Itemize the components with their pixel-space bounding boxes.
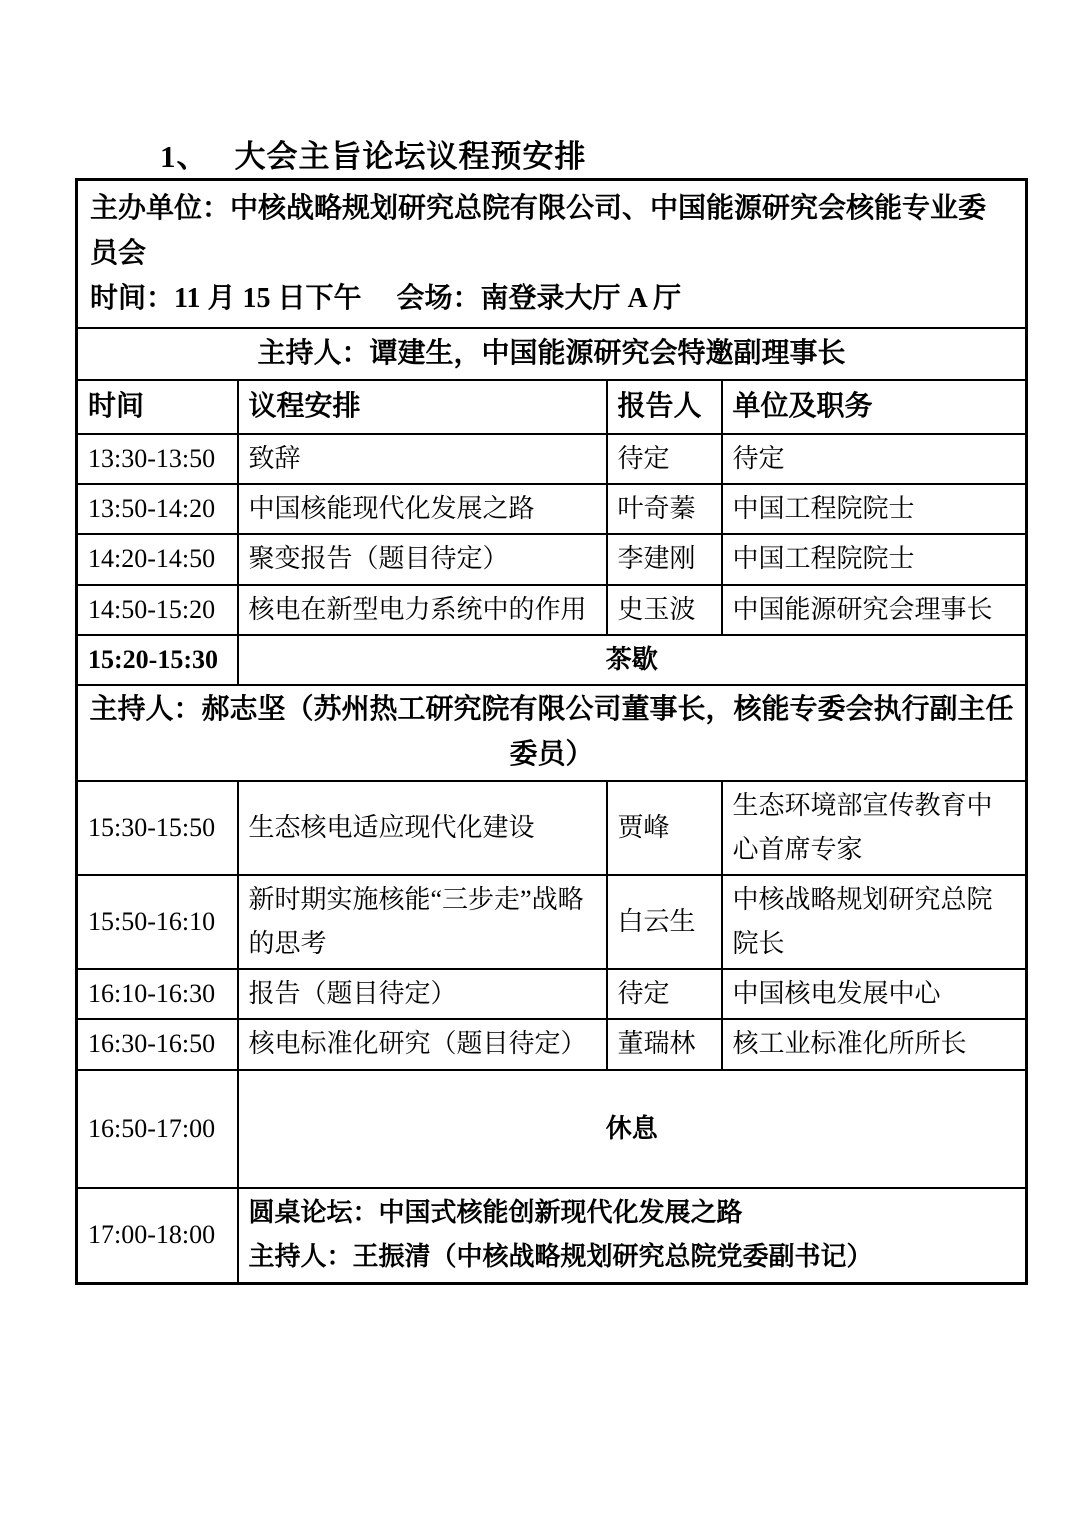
session-time: 16:10-16:30 (77, 969, 238, 1019)
table-row (77, 969, 1027, 1019)
organizer-line: 主办单位：中核战略规划研究总院有限公司、中国能源研究会核能专业委员会 (90, 193, 987, 269)
page-title (160, 131, 587, 176)
session-time: 16:30-16:50 (77, 1019, 238, 1069)
table-row-info (77, 180, 1027, 329)
agenda-table (75, 178, 1028, 1285)
table-row (77, 484, 1027, 534)
session-org: 中国工程院院士 (722, 484, 1027, 534)
header-topic: 议程安排 (238, 380, 607, 434)
session-time: 14:20-14:50 (77, 534, 238, 584)
session-topic: 生态核电适应现代化建设 (238, 781, 607, 875)
table-row-rest-break (77, 1070, 1027, 1188)
session-speaker: 李建刚 (607, 534, 722, 584)
session-speaker: 叶奇蓁 (607, 484, 722, 534)
session-org: 中核战略规划研究总院院长 (722, 875, 1027, 969)
roundtable-topic: 圆桌论坛：中国式核能创新现代化发展之路 (248, 1198, 743, 1228)
session-speaker: 白云生 (607, 875, 722, 969)
session-topic: 报告（题目待定） (238, 969, 607, 1019)
table-row (77, 781, 1027, 875)
table-row (77, 585, 1027, 635)
table-row (77, 875, 1027, 969)
session-speaker: 贾峰 (607, 781, 722, 875)
tea-break-label: 茶歇 (238, 635, 1027, 685)
title-text: 大会主旨论坛议程预安排 (234, 139, 587, 174)
table-row-tea-break (77, 635, 1027, 685)
session-topic: 新时期实施核能“三步走”战略的思考 (238, 875, 607, 969)
session-time: 15:50-16:10 (77, 875, 238, 969)
break-time: 16:50-17:00 (77, 1070, 238, 1188)
table-row-moderator1 (77, 328, 1027, 380)
table-header-row (77, 380, 1027, 434)
session-org: 中国能源研究会理事长 (722, 585, 1027, 635)
rest-break-label: 休息 (238, 1070, 1027, 1188)
table-row (77, 434, 1027, 484)
session-org: 中国工程院院士 (722, 534, 1027, 584)
organizer-time-cell (77, 180, 1027, 329)
session-speaker: 待定 (607, 434, 722, 484)
moderator1-cell: 主持人：谭建生，中国能源研究会特邀副理事长 (77, 328, 1027, 380)
session-time: 13:50-14:20 (77, 484, 238, 534)
session-org: 待定 (722, 434, 1027, 484)
session-org: 生态环境部宣传教育中心首席专家 (722, 781, 1027, 875)
header-org: 单位及职务 (722, 380, 1027, 434)
roundtable-moderator: 主持人：王振清（中核战略规划研究总院党委副书记） (248, 1242, 873, 1272)
table-row-moderator2 (77, 685, 1027, 781)
time-venue-line: 时间：11 月 15 日下午 会场：南登录大厅 A 厅 (90, 282, 682, 314)
title-number: 1、 (160, 139, 209, 174)
session-time: 17:00-18:00 (77, 1188, 238, 1284)
session-topic: 中国核能现代化发展之路 (238, 484, 607, 534)
header-speaker: 报告人 (607, 380, 722, 434)
break-time: 15:20-15:30 (77, 635, 238, 685)
session-speaker: 董瑞林 (607, 1019, 722, 1069)
session-topic: 核电标准化研究（题目待定） (238, 1019, 607, 1069)
session-speaker: 待定 (607, 969, 722, 1019)
header-time: 时间 (77, 380, 238, 434)
session-time: 13:30-13:50 (77, 434, 238, 484)
session-org: 核工业标准化所所长 (722, 1019, 1027, 1069)
session-topic: 聚变报告（题目待定） (238, 534, 607, 584)
table-row-roundtable (77, 1188, 1027, 1284)
roundtable-cell (238, 1188, 1027, 1284)
session-topic: 核电在新型电力系统中的作用 (238, 585, 607, 635)
session-speaker: 史玉波 (607, 585, 722, 635)
session-time: 15:30-15:50 (77, 781, 238, 875)
session-topic: 致辞 (238, 434, 607, 484)
moderator2-cell: 主持人：郝志坚（苏州热工研究院有限公司董事长，核能专委会执行副主任委员） (77, 685, 1027, 781)
table-row (77, 534, 1027, 584)
session-time: 14:50-15:20 (77, 585, 238, 635)
table-row (77, 1019, 1027, 1069)
session-org: 中国核电发展中心 (722, 969, 1027, 1019)
